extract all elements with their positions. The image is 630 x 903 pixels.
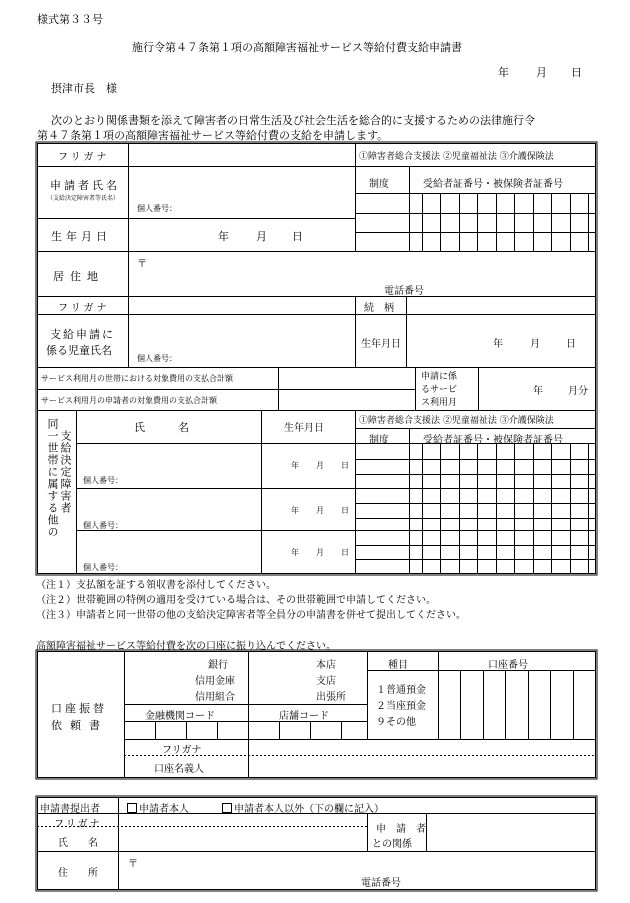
- note-3: （注３）申請者と同一世帯の他の支給決定障害者等全員分の申請書を併せて提出してください。: [36, 610, 466, 621]
- form-title: 施行令第４７条第１項の高額障害福祉サービス等給付費支給申請書: [132, 41, 462, 54]
- address-phone-label: 電話番号: [384, 286, 424, 297]
- submitter-relation-label-1: 申 請 者: [376, 824, 426, 835]
- child-relation-label: 続 柄: [364, 303, 394, 314]
- submitter-other-text: 申請者本人以外（下の欄に記入）: [234, 804, 384, 815]
- household-laws: ①障害者総合支援法 ②児童福祉法 ③介護保険法: [359, 416, 554, 426]
- checkbox-other[interactable]: [222, 803, 232, 813]
- child-my-number-label: 個人番号：: [137, 354, 177, 363]
- child-birth-month: 月: [530, 339, 540, 350]
- child-name-label-2: 係る児童氏名: [46, 344, 112, 357]
- submitter-self-option[interactable]: [127, 800, 189, 815]
- applicant-name-field[interactable]: [137, 168, 353, 202]
- submitter-phone-label: 電話番号: [361, 878, 401, 889]
- child-birthdate-label: 生年月日: [361, 339, 401, 350]
- applicant-total-label: サービス利用月の申請者の対象費用の支払合計額: [41, 396, 217, 405]
- checkbox-self[interactable]: [127, 803, 137, 813]
- branch-code-label: 店舗コード: [279, 711, 329, 722]
- submitter-postal-mark: 〒: [128, 859, 138, 870]
- inst-code-label: 金融機関コード: [145, 711, 215, 722]
- branch-branch: 支店: [316, 676, 336, 687]
- bank-label-1: 口座振替: [51, 702, 107, 715]
- household-birth-month-2: 月: [316, 506, 324, 515]
- date-year-label: 年: [498, 66, 509, 79]
- service-month-label-3: ス利用月: [421, 398, 458, 408]
- submitter-other-option[interactable]: [222, 800, 384, 815]
- bank-intro: 高額障害福祉サービス等給付費を次の口座に振り込んでください。: [36, 641, 336, 652]
- account-type-2: ２当座預金: [376, 701, 426, 712]
- bank-type-bank: 銀行: [208, 660, 228, 671]
- service-month-label-2: るサービ: [421, 385, 458, 395]
- household-my-number-label-1: 個人番号：: [83, 476, 123, 485]
- child-name-label-1: 支給申請に: [50, 328, 115, 341]
- applicant-laws: ①障害者総合支援法 ②児童福祉法 ③介護保険法: [359, 152, 554, 162]
- account-number-label: 口座番号: [488, 660, 528, 671]
- household-my-number-label-3: 個人番号：: [83, 563, 123, 572]
- note-2: （注２）世帯範囲の特例の適用を受けている場合は、その世帯範囲で申請してください。: [36, 595, 436, 606]
- address-postal-mark: 〒: [137, 259, 147, 270]
- submitter-relation-label-2: との関係: [372, 839, 412, 850]
- submitter-name-label: 氏 名: [58, 838, 98, 849]
- household-birth-month-3: 月: [316, 548, 324, 557]
- household-birth-month-1: 月: [316, 461, 324, 470]
- household-side-label-2: 支給決定障害者: [59, 430, 72, 514]
- date-day-label: 日: [571, 66, 582, 79]
- account-type-9: ９その他: [376, 717, 416, 728]
- account-holder-label: 口座名義人: [154, 764, 204, 775]
- household-cert-label: 受給者証番号・被保険者証番号: [423, 435, 563, 446]
- bank-furigana-label: フリガナ: [162, 745, 202, 756]
- intro-line-2: 第４７条第１項の高額障害福祉サービス等給付費の支給を申請します。: [37, 129, 389, 142]
- submitter-address-label: 住 所: [58, 868, 98, 879]
- child-birth-year: 年: [493, 339, 503, 350]
- applicant-my-number-label: 個人番号：: [137, 204, 177, 213]
- household-system-label: 制度: [369, 435, 389, 446]
- bank-label-2: 依頼書: [51, 719, 108, 732]
- branch-head-office: 本店: [316, 660, 336, 671]
- applicant-name-label: 申請者氏名: [50, 179, 120, 192]
- applicant-birth-year: 年: [218, 230, 229, 243]
- submitter-label: 申請書提出者: [40, 804, 100, 815]
- addressee: 摂津市長 様: [51, 82, 117, 95]
- service-month-part: 月分: [568, 386, 588, 397]
- applicant-name-sub: （支給決定障害者等氏名）: [47, 195, 120, 202]
- submitter-self-text: 申請者本人: [139, 804, 189, 815]
- applicant-system-label: 制度: [369, 179, 389, 190]
- date-month-label: 月: [536, 66, 547, 79]
- submitter-furigana-label: フリガナ: [54, 819, 102, 830]
- household-birth-day-1: 日: [341, 461, 349, 470]
- household-birth-col: 生年月日: [284, 423, 324, 434]
- note-1: （注１）支払額を証する領収書を添付してください。: [36, 580, 276, 591]
- household-side-label-1: 同一世帯に属する他の: [46, 418, 59, 538]
- household-birth-year-2: 年: [291, 506, 299, 515]
- child-birth-day: 日: [566, 339, 576, 350]
- address-label: 居住地: [53, 270, 104, 283]
- service-month-label-1: 申請に係: [421, 372, 458, 382]
- household-birth-day-2: 日: [341, 506, 349, 515]
- household-birth-year-1: 年: [291, 461, 299, 470]
- bank-type-shinkin: 信用金庫: [195, 676, 235, 687]
- household-birth-year-3: 年: [291, 548, 299, 557]
- bank-type-kumiai: 信用組合: [195, 692, 235, 703]
- account-type-1: １普通預金: [376, 685, 426, 696]
- applicant-birth-day: 日: [292, 230, 303, 243]
- child-furigana-label: フリガナ: [58, 303, 110, 314]
- form-number: 様式第３３号: [37, 13, 103, 26]
- household-my-number-label-2: 個人番号：: [83, 521, 123, 530]
- household-name-col: 氏 名: [134, 421, 189, 434]
- intro-line-1: 次のとおり関係書類を添えて障害者の日常生活及び社会生活を総合的に支援するための法律施行令: [51, 114, 535, 127]
- branch-sub-branch: 出張所: [316, 692, 346, 703]
- applicant-furigana-label: フリガナ: [58, 152, 110, 163]
- household-total-label: サービス利用月の世帯における対象費用の支払合計額: [41, 374, 233, 383]
- applicant-birth-month: 月: [256, 230, 267, 243]
- applicant-birthdate-label: 生年月日: [51, 230, 111, 243]
- household-birth-day-3: 日: [341, 548, 349, 557]
- service-year: 年: [533, 386, 543, 397]
- account-type-label: 種目: [388, 660, 408, 671]
- applicant-cert-label: 受給者証番号・被保険者証番号: [423, 179, 563, 190]
